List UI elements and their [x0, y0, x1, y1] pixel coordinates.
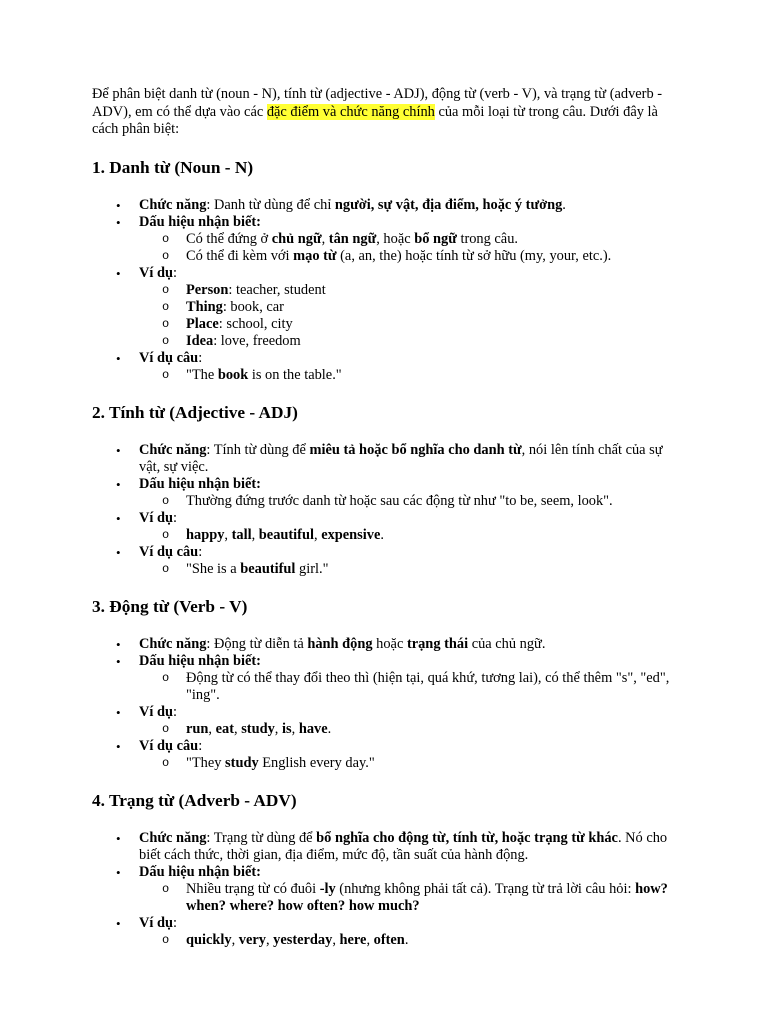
list-item: o quickly, very, yesterday, here, often.: [139, 932, 676, 949]
list-item: • Chức năng: Danh từ dùng để chỉ người, sự vật, địa điểm, hoặc ý tưởng.: [92, 197, 676, 214]
list-item: • Dấu hiệu nhận biết: o Thường đứng trước danh từ hoặc sau các động từ như "to be, seem, look".: [92, 476, 676, 510]
list-item: • Ví dụ: o quickly, very, yesterday, here, often.: [92, 915, 676, 949]
section-title-verb: 3. Động từ (Verb - V): [92, 596, 248, 616]
section-verb: [92, 597, 676, 772]
list-item: o Person: teacher, student: [139, 282, 676, 299]
list-item: • Ví dụ: o happy, tall, beautiful, expensive.: [92, 510, 676, 544]
section-noun: [92, 158, 676, 384]
list-item: o Nhiều trạng từ có đuôi -ly (nhưng không phải tất cả). Trạng từ trả lời câu hỏi: how? when? where? how often? how much?: [139, 881, 676, 915]
section-adverb: [92, 791, 676, 949]
section-title-noun: 1. Danh từ (Noun - N): [92, 157, 254, 177]
intro-text-end: của mỗi loại từ trong câu. Dưới đây là cách phân biệt:: [92, 103, 658, 137]
intro-highlight: đặc điểm và chức năng chính: [266, 103, 435, 120]
list-item: o "They study English every day.": [139, 755, 676, 772]
noun-list: [92, 197, 676, 384]
list-item: o Thường đứng trước danh từ hoặc sau các động từ như "to be, seem, look".: [139, 493, 676, 510]
list-item: • Ví dụ: o run, eat, study, is, have.: [92, 704, 676, 738]
list-item: o "She is a beautiful girl.": [139, 561, 676, 578]
verb-list: [92, 636, 676, 772]
list-item: o happy, tall, beautiful, expensive.: [139, 527, 676, 544]
list-item: o Động từ có thể thay đổi theo thì (hiện tại, quá khứ, tương lai), có thể thêm "s", "ed", "ing".: [139, 670, 676, 704]
list-item: • Dấu hiệu nhận biết: o Động từ có thể thay đổi theo thì (hiện tại, quá khứ, tương lai), có thể thêm "s", "ed", "ing".: [92, 653, 676, 704]
list-item: o run, eat, study, is, have.: [139, 721, 676, 738]
adverb-list: [92, 830, 676, 949]
list-item: o Có thể đứng ở chủ ngữ, tân ngữ, hoặc bổ ngữ trong câu.: [139, 231, 676, 248]
list-item: • Chức năng: Trạng từ dùng để bổ nghĩa cho động từ, tính từ, hoặc trạng từ khác. Nó cho biết cách thức, thời gian, địa điểm, mức độ, tần suất của hành động.: [92, 830, 676, 864]
list-item: o Có thể đi kèm với mạo từ (a, an, the) hoặc tính từ sở hữu (my, your, etc.).: [139, 248, 676, 265]
adjective-list: [92, 442, 676, 578]
list-item: o Place: school, city: [139, 316, 676, 333]
list-item: • Dấu hiệu nhận biết: o Nhiều trạng từ có đuôi -ly (nhưng không phải tất cả). Trạng từ trả lời câu hỏi: how? when? where? how often? how much?: [92, 864, 676, 915]
intro-text: Để phân biệt danh từ (noun - N), tính từ (adjective - ADJ), động từ (verb - V), và trạng từ (adverb - ADV), em có thể dựa vào các: [92, 86, 663, 120]
list-item: • Chức năng: Tính từ dùng để miêu tả hoặc bổ nghĩa cho danh từ, nói lên tính chất của sự vật, sự việc.: [92, 442, 676, 476]
list-item: o Idea: love, freedom: [139, 333, 676, 350]
section-title-adjective: 2. Tính từ (Adjective - ADJ): [92, 402, 298, 422]
list-item: • Ví dụ: o Person: teacher, student o Thing: book, car o Place: school, city o Idea: love, freedom: [92, 265, 676, 350]
list-item: o Thing: book, car: [139, 299, 676, 316]
list-item: • Chức năng: Động từ diễn tả hành động hoặc trạng thái của chủ ngữ.: [92, 636, 676, 653]
intro-paragraph: [92, 86, 676, 139]
section-adjective: [92, 403, 676, 578]
list-item: • Ví dụ câu: o "She is a beautiful girl.": [92, 544, 676, 578]
list-item: o "The book is on the table.": [139, 367, 676, 384]
list-item: • Dấu hiệu nhận biết: o Có thể đứng ở chủ ngữ, tân ngữ, hoặc bổ ngữ trong câu. o Có thể đi kèm với mạo từ (a, an, the) hoặc tính từ sở hữu (my, your, etc.).: [92, 214, 676, 265]
list-item: • Ví dụ câu: o "They study English every day.": [92, 738, 676, 772]
section-title-adverb: 4. Trạng từ (Adverb - ADV): [92, 790, 297, 810]
list-item: • Ví dụ câu: o "The book is on the table.": [92, 350, 676, 384]
